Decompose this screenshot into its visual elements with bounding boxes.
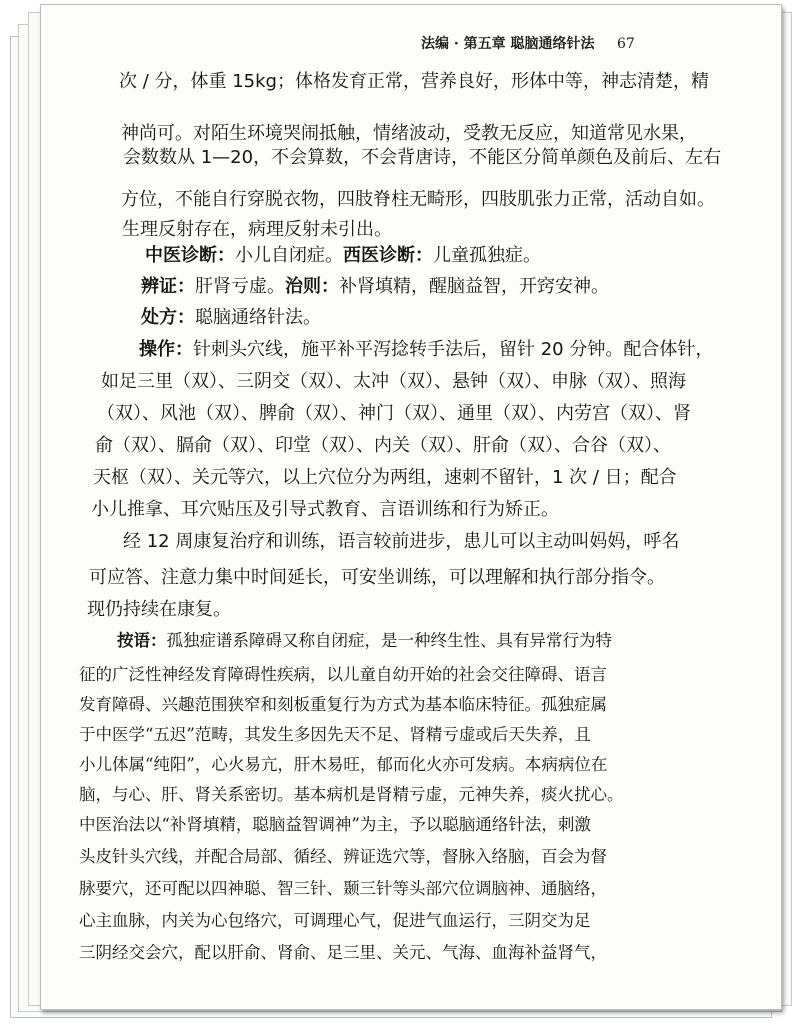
body-line: 方位，不能自行穿脱衣物，四肢脊柱无畸形，四肢肌张力正常，活动自如。 bbox=[121, 189, 715, 210]
body-line: 如足三里（双）、三阴交（双）、太冲（双）、悬钟（双）、申脉（双）、照海 bbox=[101, 371, 686, 392]
commentary-line: 按语：孤独症谱系障碍又称自闭症，是一种终生性、具有异常行为特 bbox=[117, 631, 612, 650]
commentary-line: 心主血脉，内关为心包络穴，可调理心气，促进气血运行，三阴交为足 bbox=[79, 911, 591, 930]
commentary-line: 发育障碍、兴趣范围狭窄和刻板重复行为方式为基本临床特征。孤独症属 bbox=[79, 695, 607, 714]
body-line: 会数数从 1—20，不会算数，不会背唐诗，不能区分简单颜色及前后、左右 bbox=[123, 147, 722, 168]
commentary-line: 脉要穴，还可配以四神聪、智三针、颞三针等头部穴位调脑神、通脑络， bbox=[79, 879, 607, 898]
procedure-label: 操作： bbox=[139, 339, 193, 360]
commentary-line: 中医治法以“补肾填精，聪脑益智调神”为主，予以聪脑通络针法，刺激 bbox=[79, 815, 591, 834]
chapter-title: 法编 · 第五章 聪脑通络针法 bbox=[421, 36, 595, 52]
prescription-label: 处方： bbox=[141, 307, 195, 328]
body-line: 次 / 分，体重 15kg；体格发育正常，营养良好，形体中等，神志清楚，精 bbox=[119, 71, 709, 92]
body-line: 神尚可。对陌生环境哭闹抵触，情绪波动，受教无反应，知道常见水果， bbox=[121, 123, 697, 144]
commentary-line: 于中医学“五迟”范畴，其发生多因先天不足、肾精亏虚或后天失养，且 bbox=[79, 725, 591, 744]
body-line: 俞（双）、膈俞（双）、印堂（双）、内关（双）、肝俞（双）、合谷（双）、 bbox=[95, 435, 671, 456]
commentary-line: 头皮针头穴线，并配合局部、循经、辨证选穴等，督脉入络脑，百会为督 bbox=[79, 847, 607, 866]
body-line: （双）、风池（双）、脾俞（双）、神门（双）、通里（双）、内劳宫（双）、肾 bbox=[97, 403, 691, 424]
page-number: 67 bbox=[616, 36, 635, 52]
syndrome-line: 辨证：肝肾亏虚。治则：补肾填精，醒脑益智，开窍安神。 bbox=[141, 276, 609, 297]
western-diagnosis-label: 西医诊断： bbox=[343, 245, 433, 266]
syndrome-label: 辨证： bbox=[141, 276, 195, 297]
commentary-line: 征的广泛性神经发育障碍性疾病，以儿童自幼开始的社会交往障碍、语言 bbox=[79, 665, 607, 684]
commentary-line: 小儿体属“纯阳”，心火易亢，肝木易旺，郁而化火亦可发病。本病病位在 bbox=[79, 755, 608, 774]
body-line: 现仍持续在康复。 bbox=[87, 599, 231, 620]
tcm-diagnosis-label: 中医诊断： bbox=[145, 245, 235, 266]
body-line: 经 12 周康复治疗和训练，语言较前进步，患儿可以主动叫妈妈，呼名 bbox=[123, 531, 680, 552]
prescription-line: 处方：聪脑通络针法。 bbox=[141, 307, 321, 328]
body-line: 生理反射存在，病理反射未引出。 bbox=[122, 219, 392, 240]
commentary-line: 脑，与心、肝、肾关系密切。基本病机是肾精亏虚，元神失养，痰火扰心。 bbox=[79, 785, 624, 804]
body-line: 小儿推拿、耳穴贴压及引导式教育、言语训练和行为矫正。 bbox=[91, 499, 559, 520]
diagnosis-line: 中医诊断：小儿自闭症。西医诊断：儿童孤独症。 bbox=[145, 245, 541, 266]
procedure-line: 操作：针刺头穴线，施平补平泻捻转手法后，留针 20 分钟。配合体针， bbox=[139, 339, 714, 360]
running-header bbox=[421, 33, 635, 53]
body-line: 天枢（双）、关元等穴，以上穴位分为两组，速刺不留针，1 次 / 日；配合 bbox=[93, 467, 677, 488]
commentary-label: 按语： bbox=[117, 631, 167, 650]
book-page bbox=[40, 4, 782, 1010]
treatment-principle-label: 治则： bbox=[285, 276, 339, 297]
commentary-line: 三阴经交会穴，配以肝俞、肾俞、足三里、关元、气海、血海补益肾气， bbox=[79, 943, 607, 962]
body-line: 可应答、注意力集中时间延长，可安坐训练，可以理解和执行部分指令。 bbox=[89, 567, 665, 588]
